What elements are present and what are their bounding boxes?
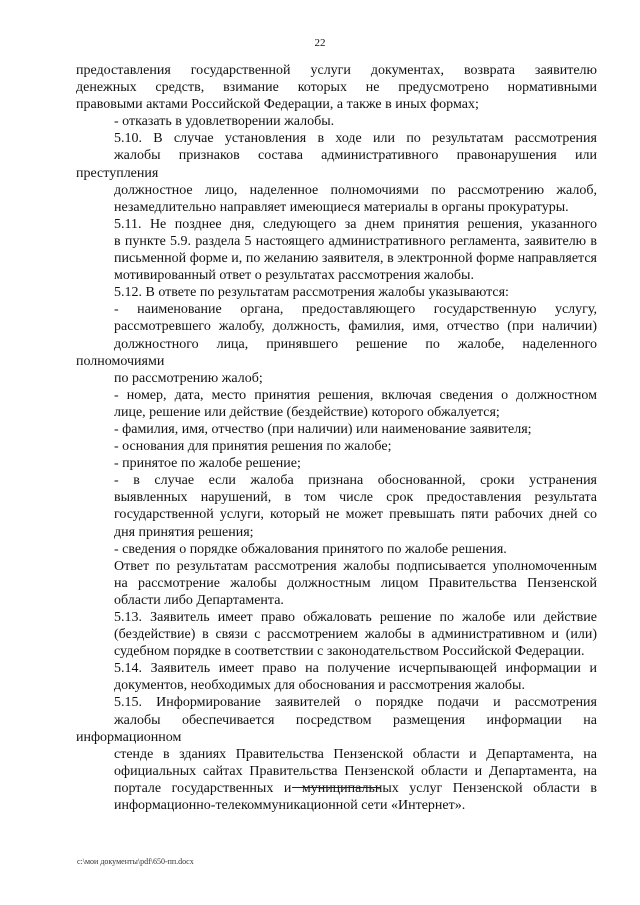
- text-line: жалобы признаков состава административного правонарушения или преступления: [76, 148, 597, 181]
- paragraph: [76, 455, 597, 472]
- file-path-footer: c:\мои документы\pdf\650-пп.docx: [77, 857, 194, 866]
- paragraph: [76, 387, 597, 421]
- text-line: должностное лицо, наделенное полномочиями по рассмотрению жалоб,: [114, 182, 597, 198]
- text-line: в пункте 5.9. раздела 5 настоящего административного регламента, заявителю в: [114, 233, 597, 249]
- text-line: судебном порядке в соответствии с законодательством Российской Федерации.: [114, 644, 585, 660]
- paragraph: [76, 130, 597, 215]
- paragraph: [76, 301, 597, 386]
- text-line: 5.14. Заявитель имеет право на получение исчерпывающей информации и: [114, 661, 597, 677]
- text-line: жалобы обеспечивается посредством размещения информации на информационном: [76, 712, 597, 745]
- text-line: государственной услуги, который не может превышать пяти рабочих дней со: [114, 507, 597, 523]
- text-line: незамедлительно направляет имеющиеся материалы в органы прокуратуры.: [114, 199, 569, 215]
- text-line: предоставления государственной услуги документах, возврата заявителю: [76, 63, 597, 78]
- text-line: - сведения о порядке обжалования принятого по жалобе решения.: [114, 541, 507, 557]
- text-line: - номер, дата, место принятия решения, включая сведения о должностном: [114, 387, 597, 403]
- text-line: лице, решение или действие (бездействие) которого обжалуется;: [114, 404, 500, 420]
- text-line: денежных средств, взимание которых не предусмотрено нормативными: [76, 80, 597, 96]
- paragraph: [76, 62, 597, 113]
- paragraph: [76, 609, 597, 660]
- text-line: правовыми актами Российской Федерации, а также в иных формах;: [76, 97, 479, 113]
- text-line: 5.11. Не позднее дня, следующего за днем принятия решения, указанного: [114, 216, 597, 232]
- text-line: 5.15. Информирование заявителей о порядке подачи и рассмотрения: [114, 695, 597, 711]
- text-line: официальных сайтах Правительства Пензенской области и Департамента, на: [114, 763, 597, 779]
- text-line: 5.13. Заявитель имеет право обжаловать решение по жалобе или действие: [114, 610, 597, 625]
- text-line: стенде в зданиях Правительства Пензенской области и Департамента, на: [114, 746, 597, 762]
- text-line: выявленных нарушений, в том числе срок предоставления результата: [114, 490, 597, 506]
- closing-divider: [292, 787, 381, 788]
- text-line: по рассмотрению жалоб;: [114, 370, 263, 386]
- page-number: 22: [314, 37, 326, 49]
- paragraph: [76, 438, 597, 455]
- text-line: 5.12. В ответе по результатам рассмотрения жалобы указываются:: [114, 285, 509, 301]
- text-line: - наименование органа, предоставляющего государственную услугу,: [114, 302, 597, 318]
- paragraph: [76, 694, 597, 814]
- text-line: - в случае если жалоба признана обоснованной, сроки устранения: [114, 473, 597, 489]
- text-line: информационно-телекоммуникационной сети «Интернет».: [114, 798, 466, 814]
- text-line: области либо Департамента.: [114, 592, 284, 608]
- text-line: дня принятия решения;: [114, 524, 254, 540]
- text-line: письменной форме и, по желанию заявителя, в электронной форме направляется: [114, 251, 597, 267]
- paragraph: [76, 216, 597, 284]
- text-line: портале государственных и муниципальных услуг Пензенской области в: [114, 780, 597, 796]
- paragraph: [76, 113, 597, 130]
- text-line: - принятое по жалобе решение;: [114, 456, 301, 472]
- paragraph: [76, 472, 597, 540]
- paragraph: [76, 284, 597, 301]
- text-line: - фамилия, имя, отчество (при наличии) или наименование заявителя;: [114, 421, 532, 437]
- text-line: рассмотревшего жалобу, должность, фамилия, имя, отчество (при наличии): [114, 319, 597, 335]
- text-line: документов, необходимых для обоснования и рассмотрения жалобы.: [114, 678, 525, 694]
- text-line: Ответ по результатам рассмотрения жалобы подписывается уполномоченным: [114, 558, 597, 574]
- text-line: - основания для принятия решения по жалобе;: [114, 439, 392, 455]
- paragraph: [76, 421, 597, 438]
- document-body: [76, 62, 597, 814]
- text-line: на рассмотрение жалобы должностным лицом Правительства Пензенской: [114, 575, 597, 591]
- text-line: 5.10. В случае установления в ходе или по результатам рассмотрения: [114, 131, 597, 147]
- paragraph: [76, 541, 597, 558]
- text-line: (бездействие) в связи с рассмотрением жалобы в административном и (или): [114, 627, 597, 643]
- text-line: должностного лица, принявшего решение по жалобе, наделенного полномочиями: [76, 336, 597, 369]
- paragraph: [76, 660, 597, 694]
- text-line: мотивированный ответ о результатах рассмотрения жалобы.: [114, 268, 474, 284]
- paragraph: [76, 558, 597, 609]
- text-line: - отказать в удовлетворении жалобы.: [114, 114, 335, 130]
